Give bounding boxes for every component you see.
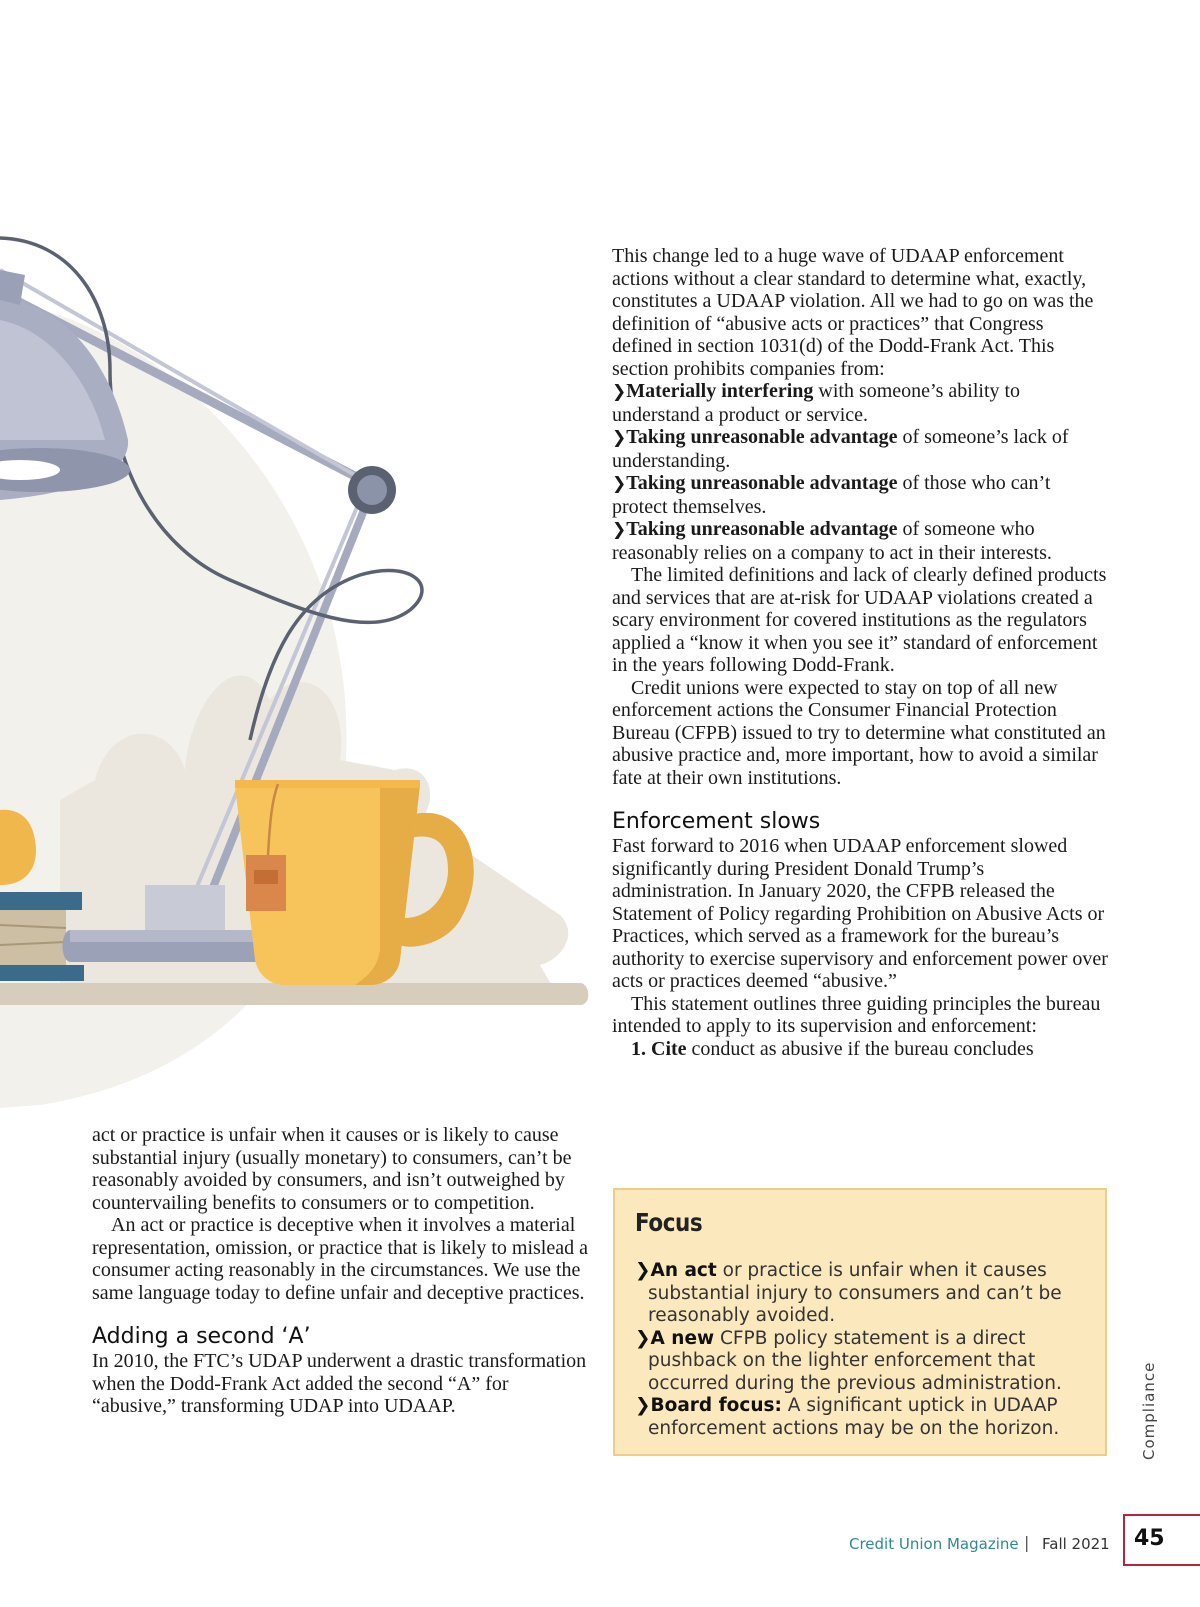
focus-item [635, 1260, 1105, 1328]
focus-item-bold: A new [650, 1327, 715, 1349]
focus-list [635, 1260, 1105, 1440]
section-heading: Adding a second ‘A’ [92, 1324, 311, 1349]
numbered-item [612, 1038, 1108, 1061]
chevron-right-icon: ❯ [635, 1395, 651, 1416]
bullet-item [612, 380, 1108, 426]
book-2 [0, 910, 66, 965]
focus-item-bold: Board focus: [650, 1395, 782, 1416]
numbered-item-bold: Cite [651, 1037, 687, 1060]
numbered-item-number: 1. [631, 1037, 646, 1060]
focus-item-text: A significant uptick in UDAAP enforcement actions may be on the horizon. [648, 1395, 1060, 1439]
lamp-base-block [145, 885, 225, 930]
bullet-item [612, 426, 1108, 472]
numbered-item-text: conduct as abusive if the bureau concludes [686, 1037, 1034, 1060]
body-paragraph: An act or practice is deceptive when it involves a material representation, omission, or practice that is likely to mislead a consumer acting reasonably in the circumstances. We use the same language today to define unfair and deceptive practices. [92, 1214, 588, 1304]
chevron-right-icon: ❯ [612, 520, 627, 540]
focus-item-text: or practice is unfair when it causes substantial injury to consumers and can’t be reasonably avoided. [648, 1260, 1062, 1326]
focus-item [635, 1328, 1105, 1396]
bullet-item [612, 472, 1108, 518]
bullet-bold: Taking unreasonable advantage [626, 518, 898, 540]
right-article-column [612, 245, 1108, 1060]
body-paragraph: Credit unions were expected to stay on top of all new enforcement actions the Consumer Financial Protection Bureau (CFPB) issued to try to determine what constituted an abusive practice and, more important, how to avoid a similar fate at their own institutions. [612, 676, 1106, 789]
focus-title: Focus [635, 1208, 703, 1237]
bullet-bold: Taking unreasonable advantage [626, 472, 898, 494]
bullet-item [612, 518, 1108, 564]
desk-lamp-and-mug-illustration [0, 0, 600, 1120]
bullet-bold: Taking unreasonable advantage [626, 426, 898, 448]
body-paragraph: This statement outlines three guiding principles the bureau intended to apply to its supervision and enforcement: [612, 992, 1101, 1037]
body-paragraph: The limited definitions and lack of clearly defined products and services that are at-risk for UDAAP violations created a scary environment for covered institutions as the regulators applied a “know it when you see it” standard of enforcement in the years following Dodd-Frank. [612, 564, 1107, 676]
footer-separator: | [1024, 1533, 1030, 1552]
bullet-text: of someone’s lack of understanding. [612, 426, 1069, 472]
footer-magazine-name: Credit Union Magazine [849, 1535, 1019, 1553]
bullet-text: of someone who reasonably relies on a company to act in their interests. [612, 518, 1052, 564]
chevron-right-icon: ❯ [612, 382, 627, 402]
book-3 [0, 965, 84, 981]
body-paragraph: Fast forward to 2016 when UDAAP enforcement slowed significantly during President Donald Trump’s administration. In January 2020, the CFPB released the Statement of Policy regarding Prohibition on Abusive Acts or Practices, which served as a framework for the bureau’s authority to exercise supervisory and enforcement power over acts or practices deemed “abusive.” [612, 835, 1108, 992]
book-1 [0, 892, 82, 910]
shelf [0, 983, 588, 1005]
chevron-right-icon: ❯ [612, 474, 627, 494]
intro-paragraph: This change led to a huge wave of UDAAP enforcement actions without a clear standard to determine what, exactly, constitutes a UDAAP violation. All we had to go on was the definition of “abusive acts or practices” that Congress defined in section 1031(d) of the Dodd-Frank Act. This section prohibits companies from: [612, 245, 1094, 380]
section-label: Compliance [1140, 1361, 1158, 1460]
focus-box [613, 1188, 1107, 1456]
footer-issue: Fall 2021 [1042, 1535, 1110, 1553]
focus-item-bold: An act [650, 1260, 717, 1281]
body-paragraph: In 2010, the FTC’s UDAP underwent a drastic transformation when the Dodd-Frank Act added the second “A” for “abusive,” transforming UDAP into UDAAP. [92, 1350, 587, 1417]
focus-item-text: CFPB policy statement is a direct pushback on the lighter enforcement that occurred during the previous administration. [648, 1327, 1062, 1394]
chevron-right-icon: ❯ [612, 428, 627, 448]
bullet-text: with someone’s ability to understand a product or service. [612, 380, 1021, 426]
page-number: 45 [1134, 1526, 1165, 1551]
bullet-text: of those who can’t protect themselves. [612, 472, 1051, 518]
bullet-bold: Materially interfering [626, 380, 814, 402]
left-article-column [92, 1124, 588, 1418]
chevron-right-icon: ❯ [635, 1260, 651, 1281]
chevron-right-icon: ❯ [635, 1327, 651, 1349]
section-heading: Enforcement slows [612, 809, 821, 834]
body-paragraph: act or practice is unfair when it causes or is likely to cause substantial injury (usually monetary) to consumers, can’t be reasonably avoided by consumers, and isn’t outweighed by countervailing benefits to consumers or to competition. [92, 1124, 572, 1214]
focus-item [635, 1395, 1105, 1440]
